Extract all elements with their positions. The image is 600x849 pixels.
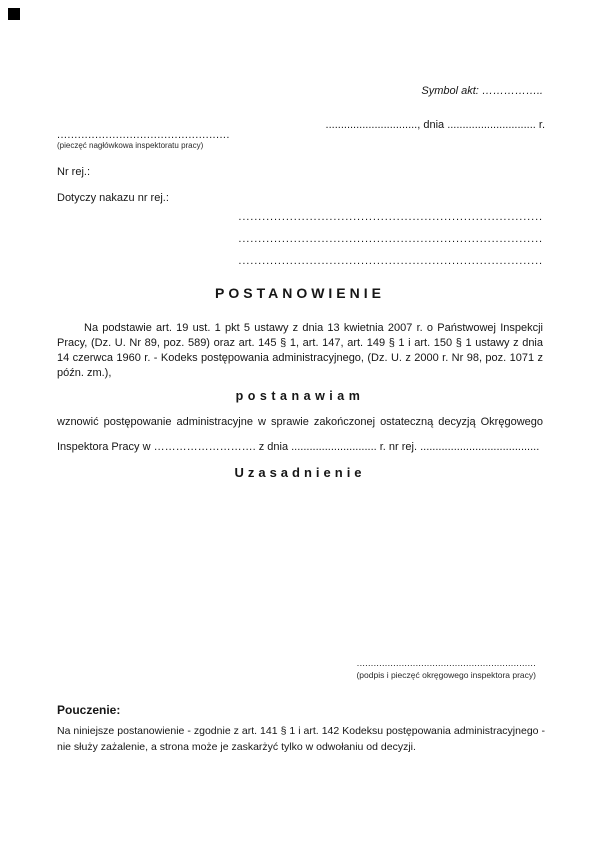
- justification-heading: Uzasadnienie: [234, 465, 366, 480]
- registry-number-label: Nr rej.:: [57, 166, 90, 178]
- stamp-dotted-line: ..................................................: [57, 129, 230, 141]
- addressee-blank-line: .............................................................................: [238, 211, 543, 223]
- place-and-date-line: .............................., dnia ............................. r.: [325, 119, 545, 131]
- legal-basis-paragraph: Na podstawie art. 19 ust. 1 pkt 5 ustawy z dnia 13 kwietnia 2007 r. o Państwowej Inspekcji Pracy, (Dz. U. Nr 89, poz. 589) oraz art. 145 § 1, art. 147, art. 149 § 1 i art. 150 § 1 ustawy z dnia 14 czerwca 1960 r. - Kodeks postępowania administracyjnego, (Dz. U. z 2000 r. Nr 98, poz. 1071 z późn. zm.),: [57, 322, 543, 379]
- header-stamp-block: [57, 130, 230, 150]
- signature-caption: (podpis i pieczęć okręgowego inspektora pracy): [356, 670, 536, 680]
- addressee-blank-line: .............................................................................: [238, 233, 543, 245]
- decision-heading: postanawiam: [235, 389, 365, 403]
- addressee-blank-line: .............................................................................: [238, 255, 543, 267]
- symbol-akt-line: Symbol akt: ……………..: [421, 85, 543, 97]
- decision-paragraph: wznowić postępowanie administracyjne w sprawie zakończonej ostateczną decyzją Okręgowego Inspektora Pracy w ………………………. z dnia ............................ r. nr rej. .......................................: [57, 416, 543, 453]
- signature-dotted-line: ................................................................: [356, 658, 536, 668]
- scan-corner-mark: [8, 8, 20, 20]
- signature-block: [316, 659, 536, 680]
- stamp-caption: (pieczęć nagłówkowa inspektoratu pracy): [57, 141, 204, 150]
- concerns-order-label: Dotyczy nakazu nr rej.:: [57, 192, 169, 204]
- document-title: POSTANOWIENIE: [215, 285, 385, 301]
- instruction-paragraph: Na niniejsze postanowienie - zgodnie z art. 141 § 1 i art. 142 Kodeksu postępowania administracyjnego - nie służy zażalenie, a strona może je zaskarżyć tylko w odwołaniu od decyzji.: [57, 725, 545, 753]
- instruction-heading: Pouczenie:: [57, 703, 121, 717]
